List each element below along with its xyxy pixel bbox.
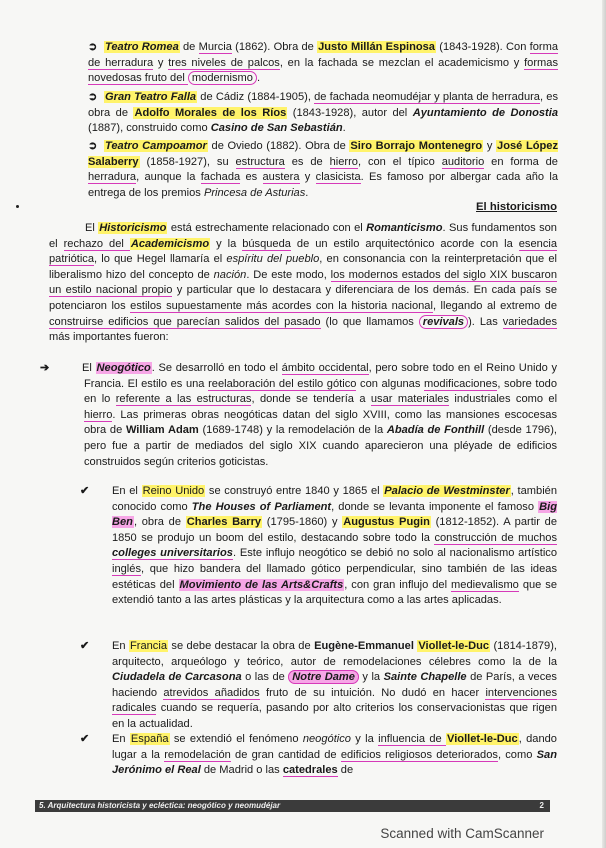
text-span: , donde se tendería a: [251, 393, 371, 406]
text-span: . Se desarrolló en todo el: [151, 362, 282, 374]
text-span: Teatro Campoamor: [105, 140, 207, 152]
text-span: inglés: [112, 562, 141, 575]
text-span: Gran Teatro Falla: [105, 91, 197, 103]
text-span: de Madrid o las: [200, 764, 283, 777]
text-span: , con el típico: [357, 155, 442, 168]
text-span: Viollet-le-Duc: [418, 640, 490, 652]
arrow-icon: ➔: [40, 362, 50, 374]
text-span: Abadía de Fonthill: [386, 424, 485, 437]
text-span: , en la fachada se mezclan el academicismo y: [279, 56, 525, 69]
text-span: Ciudadela de Carcasona: [112, 671, 242, 684]
text-span: Casino de San Sebastián: [210, 122, 343, 135]
text-span: Eugène-Emmanuel: [314, 640, 414, 652]
text-span: y: [153, 56, 169, 69]
text-span: , donde se levanta imponente el famoso: [331, 500, 539, 513]
text-span: , es obra de: [88, 91, 558, 119]
text-span: España: [130, 733, 169, 745]
text-span: de: [337, 764, 354, 777]
text-span: , sobre todo en lo: [84, 377, 558, 406]
text-span: o las de: [241, 671, 289, 684]
paragraph-neogotico: [40, 361, 558, 470]
text-span: . De este modo,: [246, 268, 331, 281]
text-span: de fachada neomudéjar y planta de: [314, 91, 492, 103]
text-span: variedades: [502, 315, 557, 328]
text-span: En: [112, 640, 129, 652]
text-span: de París, a veces haciendo: [112, 671, 557, 699]
text-span: (1858-1927), su: [139, 155, 236, 168]
text-span: (1843-1928), autor del: [287, 106, 413, 119]
text-span: los modernos estados del siglo XIX buscaron un estilo nacional propio: [49, 268, 557, 297]
text-span: y: [299, 171, 316, 184]
text-span: hierro: [329, 155, 358, 168]
text-span: estilos supuestamente más acordes con la historia nacional: [130, 299, 433, 312]
text-span: San Jerónimo el Real: [112, 748, 557, 777]
text-span: El: [82, 362, 96, 374]
text-span: Augustus Pugin: [343, 516, 430, 529]
check-icon: ✔: [80, 485, 90, 497]
text-span: de: [179, 41, 199, 53]
text-span: Ayuntamiento de Donostia: [412, 106, 558, 119]
text-span: .: [256, 72, 261, 85]
paragraph-historicismo: [49, 221, 557, 346]
text-span: reelaboración del estilo gótico: [208, 377, 357, 390]
text-span: rechazo del: [63, 237, 130, 250]
text-span: estructura: [235, 155, 285, 168]
paragraph-reino-unido: [80, 484, 558, 609]
text-span: y particular que lo destacara y diferenciara de los demás. En cada país se potenciaron los: [49, 284, 557, 312]
text-span: Movimiento de las Arts&Crafts: [179, 578, 344, 591]
paragraph-teatro-campoamor: [88, 139, 558, 201]
bullet-icon: ➲: [88, 91, 98, 103]
page-edge: [602, 0, 606, 848]
text-span: Neogótico: [96, 362, 151, 374]
text-span: Charles Barry: [186, 516, 262, 529]
bullet-icon: ➲: [88, 140, 98, 152]
text-span: esencia patriótica: [49, 237, 558, 266]
text-span: El: [85, 222, 99, 234]
text-span: se construyó entre 1840 y 1865 el: [205, 485, 384, 497]
text-span: austera: [262, 171, 300, 184]
page-footer: [35, 800, 550, 812]
text-span: hierro: [84, 408, 113, 421]
text-span: remodelación: [164, 748, 231, 761]
text-span: auditorio: [441, 155, 485, 168]
text-span: . Sus fundamentos son el: [49, 222, 557, 250]
text-span: En el: [112, 485, 142, 497]
text-span: José López Salaberry: [88, 140, 559, 168]
text-span: (desde 1796), pero fue a partir de mediados del siglo XIX cuando aparecieron una pléyade de edificios construidos según criterios goticistas.: [84, 424, 557, 468]
text-span: . Es famoso por albergar cada año la entrega de los premios: [88, 171, 559, 199]
text-span: construcción de muchos: [434, 531, 557, 544]
text-span: (1795-1860) y: [262, 516, 343, 529]
text-span: (1862). Obra de: [231, 41, 318, 53]
scanner-watermark: Scanned with CamScanner: [380, 826, 544, 841]
text-span: Adolfo Morales de los Ríos: [134, 106, 287, 119]
text-span: William Adam: [125, 424, 199, 437]
text-span: y: [483, 140, 497, 152]
text-span: , llegando al extremo de: [432, 299, 557, 312]
text-span: Murcia: [198, 41, 232, 53]
text-span: herradura: [88, 171, 137, 184]
text-span: se debe destacar la obra de: [168, 640, 315, 652]
text-span: Sainte Chapelle: [383, 671, 467, 684]
text-span: modificaciones: [423, 377, 498, 390]
text-span: se extendió el fenómeno: [169, 733, 303, 745]
text-span: de un estilo arquitectónico acorde con la: [290, 237, 519, 250]
text-span: es de: [284, 155, 330, 168]
text-span: intervenciones radicales: [112, 686, 557, 715]
text-span: espíritu del pueblo: [226, 253, 320, 266]
text-span: en forma de: [484, 155, 558, 168]
paragraph-teatro-romea: [88, 40, 558, 87]
text-span: Princesa de Asturias: [203, 186, 306, 199]
text-span: catedrales: [282, 764, 338, 777]
text-span: , como: [497, 748, 537, 761]
text-span: industriales como el: [449, 393, 558, 406]
text-span: (1843-1928). Con: [435, 41, 530, 53]
text-span: colleges universitarios: [112, 547, 233, 560]
text-span: fruto de su intuición. No dudó en hacer: [259, 686, 486, 699]
text-span: ámbito occidental: [281, 362, 369, 374]
text-span: es: [240, 171, 263, 184]
paragraph-francia: [80, 639, 557, 733]
text-span: de gran cantidad de: [230, 748, 341, 761]
text-span: neogótico: [302, 733, 351, 745]
text-span: , en consonancia con la reinterpretación que el liberalismo hizo del concepto de: [49, 253, 557, 281]
text-span: , que hizo bandera del llamado gótico perpendicular, sino también de las ideas estéticas del: [112, 562, 557, 591]
text-span: modernismo: [188, 71, 257, 85]
section-heading: El historicismo: [476, 201, 557, 213]
text-span: Reino Unido: [142, 485, 205, 497]
text-span: , aunque la: [136, 171, 201, 184]
text-span: ). Las: [468, 315, 503, 328]
text-span: Justo Millán Espinosa: [318, 41, 435, 53]
text-span: (1814-1879), arquitecto, arqueólogo y teórico, autor de remodelaciones célebres como la de la: [112, 640, 557, 668]
text-span: medievalismo: [451, 578, 519, 591]
text-span: fachada: [200, 171, 241, 184]
text-span: , lo que Hegel llamaría el: [94, 253, 227, 266]
text-span: nación: [213, 268, 247, 281]
text-span: que se extendió tanto a las artes plásticas y la arquitectura como a las artes aplicadas.: [112, 578, 558, 607]
text-span: (1887), construido como: [88, 122, 211, 135]
text-span: revivals: [419, 315, 468, 329]
text-span: de Oviedo (1882). Obra de: [207, 140, 350, 152]
text-span: clasicista: [315, 171, 361, 184]
text-span: , con gran influjo del: [344, 578, 452, 591]
text-span: Notre Dame: [288, 670, 359, 684]
text-span: Academicismo: [130, 237, 210, 250]
text-span: (1812-1852). A partir de 1850 se produjo un boom del estilo, destacando sobre todo la: [112, 516, 557, 544]
check-icon: ✔: [80, 733, 90, 745]
text-span: .: [342, 122, 346, 135]
text-span: .: [305, 186, 309, 199]
text-span: . Este influjo neogótico se debió no solo al nacionalismo artístico: [232, 547, 558, 560]
text-span: (1689-1748) y la remodelación de la: [198, 424, 387, 437]
paragraph-gran-teatro-falla: [88, 90, 558, 137]
text-span: Palacio de Westminster: [384, 485, 510, 497]
text-span: Historicismo: [99, 222, 167, 234]
text-span: de Cádiz (1884-1905),: [197, 91, 315, 103]
text-span: está estrechamente relacionado con el: [167, 222, 367, 234]
text-span: , obra de: [133, 516, 186, 529]
text-span: formas novedosas fruto del: [88, 56, 558, 85]
text-span: forma de herradura: [88, 41, 558, 69]
text-span: herradura: [491, 91, 540, 103]
text-span: (lo que llamamos: [320, 315, 419, 328]
text-span: Viollet-le-Duc: [447, 733, 518, 745]
text-span: , también conocido como: [112, 485, 558, 513]
text-span: y la: [210, 237, 243, 250]
text-span: Siro Borrajo Montenegro: [350, 140, 483, 152]
footer-title: 5. Arquitectura historicista y ecléctica: neogótico y neomudéjar: [39, 801, 281, 810]
text-span: Francia: [130, 640, 167, 652]
text-span: construirse edificios que parecían salidos del pasado: [49, 315, 321, 328]
text-span: cuando se requería, pasando por alto criterios los conservacionistas que rigen en la actualidad.: [112, 702, 557, 730]
text-span: En: [112, 733, 130, 745]
scan-speck: [16, 205, 19, 208]
text-span: Teatro Romea: [105, 41, 179, 53]
bullet-icon: ➲: [88, 41, 98, 53]
text-span: tres niveles de palcos: [168, 56, 280, 69]
text-span: con algunas: [356, 377, 424, 390]
text-span: usar materiales: [370, 393, 450, 406]
text-span: The Houses of Parliament: [191, 500, 332, 513]
text-span: . Las primeras obras neogóticas datan del siglo XVIII, como las mansiones escocesas obra de: [84, 408, 557, 437]
text-span: Romanticismo: [366, 222, 443, 234]
text-span: y la: [358, 671, 384, 684]
paragraph-espana: [80, 732, 557, 779]
text-span: , dando lugar a la: [112, 733, 557, 761]
text-span: búsqueda: [242, 237, 291, 250]
text-span: atrevidos añadidos: [163, 686, 260, 699]
text-span: más importantes fueron:: [49, 331, 169, 344]
page-number: 2: [539, 801, 544, 810]
text-span: influencia de: [378, 733, 447, 745]
text-span: y la: [350, 733, 379, 745]
text-span: Big Ben: [112, 500, 557, 529]
check-icon: ✔: [80, 640, 90, 652]
text-span: referente a las estructuras: [115, 393, 252, 406]
text-span: edificios religiosos deteriorados: [340, 748, 498, 761]
text-span: , pero sobre todo en el Reino Unido y Francia. El estilo es una: [84, 362, 557, 390]
